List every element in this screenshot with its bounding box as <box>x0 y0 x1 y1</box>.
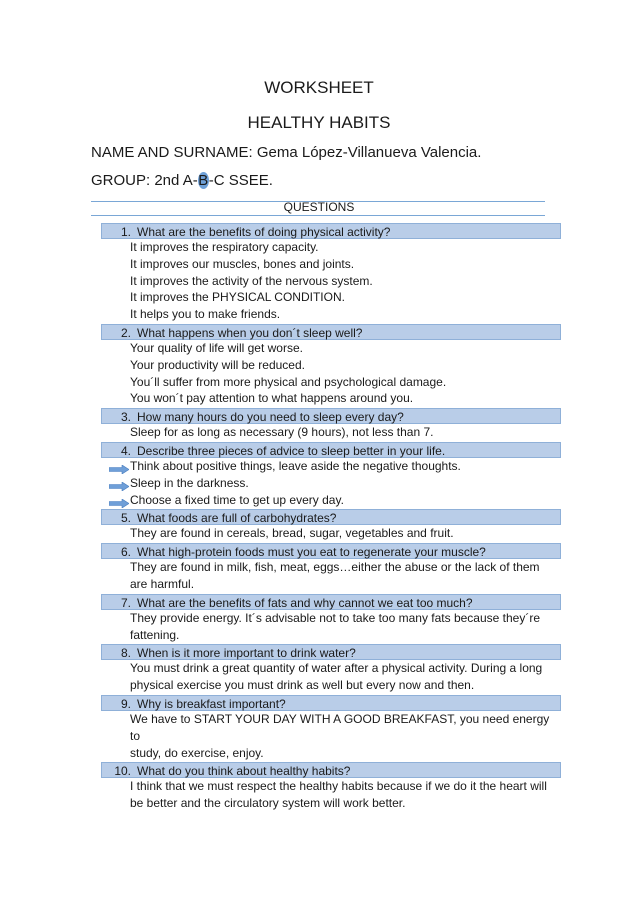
question-row <box>101 223 561 239</box>
answer-line <box>101 289 561 306</box>
answer-text: I think that we must respect the healthy habits because if we do it the heart will <box>130 779 547 794</box>
answer-text: Choose a fixed time to get up every day. <box>130 492 344 507</box>
question-text: Describe three pieces of advice to sleep better in your life. <box>137 443 446 458</box>
worksheet-title: WORKSHEET <box>264 78 374 97</box>
divider-bottom <box>91 215 545 216</box>
answer-text: You won´t pay attention to what happens around you. <box>130 391 414 406</box>
question-number: 10. <box>114 764 131 779</box>
answer-text: You must drink a great quantity of water after a physical activity. During a long <box>130 661 543 676</box>
answer-text: They provide energy. It´s advisable not to take too many fats because they´re <box>130 610 540 625</box>
question-row <box>101 324 561 340</box>
answer-text: fattening. <box>130 627 180 642</box>
answer-line <box>101 390 561 407</box>
answer-line <box>101 374 561 391</box>
question-row <box>101 509 561 525</box>
answer-line <box>101 778 561 795</box>
answer-text: study, do exercise, enjoy. <box>130 745 264 760</box>
question-text: Why is breakfast important? <box>137 696 286 711</box>
answer-line <box>101 458 561 475</box>
question-text: What are the benefits of fats and why cannot we eat too much? <box>137 595 473 610</box>
answer-text: It improves the PHYSICAL CONDITION. <box>130 290 345 305</box>
answer-text: Sleep for as long as necessary (9 hours), not less than 7. <box>130 425 434 440</box>
answer-line <box>101 559 561 576</box>
question-number: 5. <box>120 511 131 526</box>
answer-line <box>101 627 561 644</box>
arrow-right-icon <box>109 462 129 471</box>
answer-text: It improves the respiratory capacity. <box>130 240 319 254</box>
question-row <box>101 762 561 778</box>
answer-line <box>101 745 561 762</box>
answer-line <box>101 677 561 694</box>
answer-line <box>101 340 561 357</box>
answer-text: Your productivity will be reduced. <box>130 357 305 372</box>
question-number: 4. <box>120 443 131 458</box>
question-text: What high-protein foods must you eat to regenerate your muscle? <box>137 545 486 560</box>
answer-line <box>101 357 561 374</box>
answer-text: We have to START YOUR DAY WITH A GOOD BREAKFAST, you need energy to <box>130 711 550 743</box>
answer-text: Your quality of life will get worse. <box>130 340 303 355</box>
answer-text: physical exercise you must drink as well but every now and then. <box>130 678 475 693</box>
answer-line <box>101 306 561 323</box>
question-number: 2. <box>120 325 131 340</box>
answer-text: It improves our muscles, bones and joints. <box>130 256 355 271</box>
arrow-right-icon <box>109 496 129 505</box>
question-number: 7. <box>120 595 131 610</box>
answer-text: are harmful. <box>130 576 195 591</box>
answer-line <box>101 256 561 273</box>
answer-line <box>101 576 561 593</box>
answer-line <box>101 711 561 745</box>
question-row <box>101 408 561 424</box>
worksheet-subtitle: HEALTHY HABITS <box>247 113 391 132</box>
answer-text: It helps you to make friends. <box>130 307 281 322</box>
question-text: What are the benefits of doing physical activity? <box>137 225 391 239</box>
answer-text: Sleep in the darkness. <box>130 475 249 490</box>
question-row <box>101 543 561 559</box>
question-row <box>101 644 561 660</box>
question-number: 3. <box>120 410 131 425</box>
question-number: 9. <box>120 696 131 711</box>
question-row <box>101 695 561 711</box>
answer-text: You´ll suffer from more physical and psychological damage. <box>130 374 447 389</box>
questions-list <box>101 222 561 812</box>
answer-line <box>101 475 561 492</box>
answer-text: They are found in milk, fish, meat, eggs…either the abuse or the lack of them <box>130 560 540 575</box>
name-line: NAME AND SURNAME: Gema López-Villanueva Valencia. <box>91 144 482 161</box>
answer-line <box>101 795 561 812</box>
arrow-right-icon <box>109 479 129 488</box>
question-text: When is it more important to drink water? <box>137 646 356 661</box>
question-row <box>101 594 561 610</box>
questions-heading: QUESTIONS <box>283 200 355 214</box>
question-text: How many hours do you need to sleep every day? <box>137 410 404 425</box>
question-number: 6. <box>120 545 131 560</box>
group-prefix: GROUP: 2nd A- <box>91 172 198 189</box>
group-line <box>91 172 273 189</box>
group-highlight: B <box>198 172 209 189</box>
question-text: What happens when you don´t sleep well? <box>137 325 363 340</box>
answer-line <box>101 660 561 677</box>
answer-line <box>101 525 561 542</box>
question-text: What do you think about healthy habits? <box>137 764 351 779</box>
answer-line <box>101 239 561 256</box>
group-suffix: -C SSEE. <box>208 172 273 189</box>
answer-text: be better and the circulatory system will work better. <box>130 796 406 811</box>
answer-line <box>101 610 561 627</box>
question-row <box>101 442 561 458</box>
answer-text: It improves the activity of the nervous system. <box>130 273 373 288</box>
answer-line <box>101 492 561 509</box>
question-number: 1. <box>120 225 131 239</box>
answer-text: They are found in cereals, bread, sugar, vegetables and fruit. <box>130 526 454 541</box>
answer-line <box>101 424 561 441</box>
answer-text: Think about positive things, leave aside the negative thoughts. <box>130 458 461 473</box>
question-number: 8. <box>120 646 131 661</box>
answer-line <box>101 273 561 290</box>
question-text: What foods are full of carbohydrates? <box>137 511 337 526</box>
